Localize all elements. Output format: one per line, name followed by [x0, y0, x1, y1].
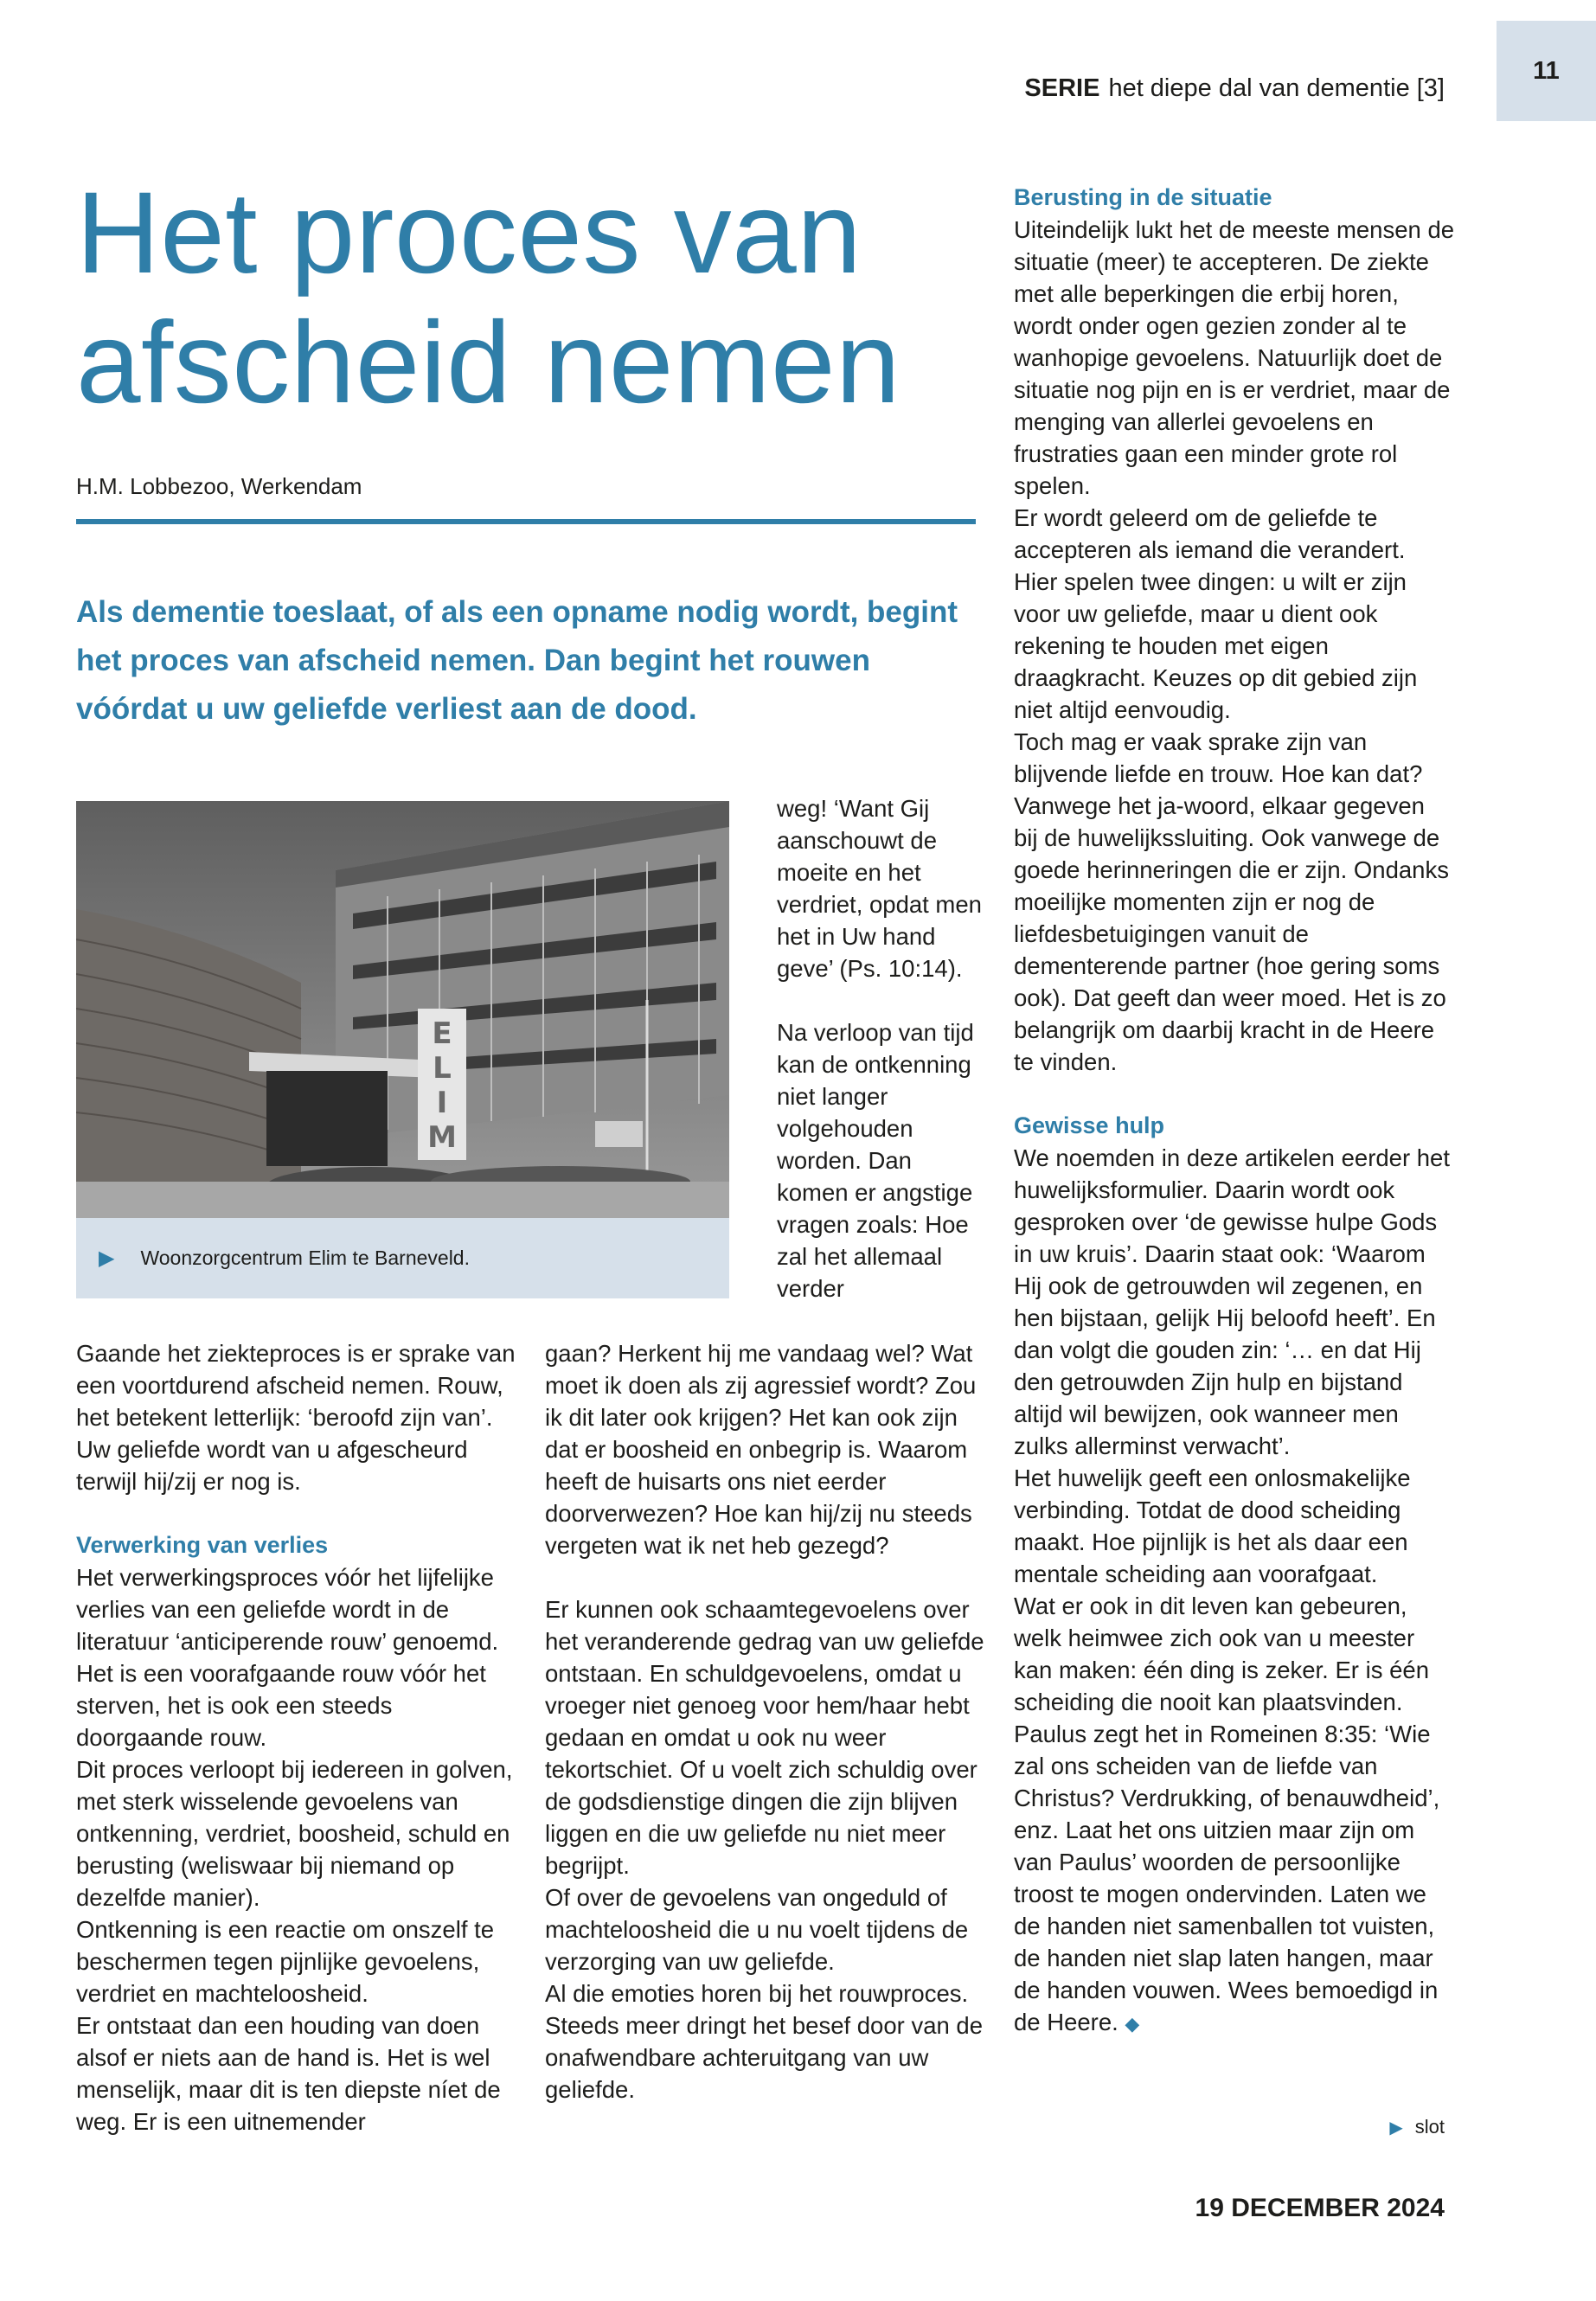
paragraph: We noemden in deze artikelen eerder het huwelijksformulier. Daarin wordt ook gesproken over ‘de gewisse hulpe Gods in uw kruis’. Daarin staat ook: ‘Waarom Hij ook de getrouwden wil zegenen, en hen bijstaan, gelijk Hij beloofd heeft’. En dan volgt die gouden zin: ‘… en dat Hij den getrouwden Zijn hulp en bijstand altijd wil bewijzen, ook wanneer men zulks allerminst verwacht’.: [1014, 1144, 1450, 1459]
paragraph: Ontkenning is een reactie om onszelf te beschermen tegen pijnlijke gevoelens, verdriet en machteloosheid.: [76, 1916, 495, 2007]
article-author: H.M. Lobbezoo, Werkendam: [76, 473, 362, 499]
paragraph: Uiteindelijk lukt het de meeste mensen de situatie (meer) te accepteren. De ziekte met alle beperkingen die erbij horen, wordt onder ogen gezien zonder al te wanhopige gevoelens. Natuurlijk doet de situatie nog pijn en is er verdriet, maar de menging van allerlei gevoelens en frustraties gaan een minder grote rol spelen.: [1014, 216, 1455, 499]
sign-letter-4: M: [427, 1120, 457, 1155]
slot-marker: [1389, 2116, 1445, 2138]
page-number: 11: [1497, 21, 1596, 121]
paragraph-final: [1014, 1590, 1455, 2040]
paragraph: Gaande het ziekteproces is er sprake van een voortdurend afscheid nemen. Rouw, het betekent letterlijk: ‘beroofd zijn van’. Uw geliefde wordt van u afgescheurd terwijl hij/zij er nog is.: [76, 1340, 516, 1495]
caption-arrow-icon: ▶: [99, 1247, 115, 1270]
paragraph: Na verloop van tijd kan de ontkenning niet langer volgehouden worden. Dan komen er angstige vragen zoals: Hoe zal het allemaal verder: [777, 1019, 974, 1302]
series-title: het diepe dal van dementie [3]: [1108, 74, 1445, 102]
paragraph: Er wordt geleerd om de geliefde te accepteren als iemand die verandert. Hier spelen twee dingen: u wilt er zijn voor uw geliefde, maar u dient ook rekening te houden met eigen draagkracht. Keuzes op dit gebied zijn niet altijd eenvoudig.: [1014, 504, 1418, 723]
paragraph: Of over de gevoelens van ongeduld of machteloosheid die u nu voelt tijdens de verzorging van uw geliefde.: [545, 1884, 969, 1975]
paragraph: Toch mag er vaak sprake zijn van blijvende liefde en trouw. Hoe kan dat? Vanwege het ja-woord, elkaar gegeven bij de huwelijkssluiting. Ook vanwege de goede herinneringen die er zijn. Ondanks moeilijke momenten zijn er nog de liefdesbetuigingen vanuit de dementerende partner (hoe gering soms ook). Dat geeft dan weer moed. Het is zo belangrijk om daarbij kracht in de Heere te vinden.: [1014, 728, 1449, 1075]
photo-caption: [99, 1246, 470, 1271]
paragraph: weg! ‘Want Gij aanschouwt de moeite en het verdriet, opdat men het in Uw hand geve’ (Ps. 10:14).: [777, 795, 982, 982]
final-text: Wat er ook in dit leven kan gebeuren, welk heimwee zich ook van u meester kan maken: één ding is zeker. Er is één scheiding die nooit kan plaatsvinden. Paulus zegt het in Romeinen 8:35: ‘Wie zal ons scheiden van de liefde van Christus? Verdrukking, of benauwdheid’, enz. Laat het ons uitzien maar zijn om van Paulus’ woorden de persoonlijke troost te mogen ondervinden. Laten we de handen niet samenballen tot vuisten, de handen niet slap laten hangen, maar de handen vouwen. Wees bemoedigd in de Heere.: [1014, 1593, 1440, 2035]
article-title: Het proces van afscheid nemen: [76, 169, 901, 427]
paragraph: Er kunnen ook schaamtegevoelens over het veranderende gedrag van uw geliefde ontstaan. En schuldgevoelens, omdat u vroeger niet genoeg voor hem/haar hebt gedaan en omdat u ook nu weer tekortschiet. Of u voelt zich schuldig over de godsdienstige dingen die zijn blijven liggen en die uw geliefde nu niet meer begrijpt.: [545, 1596, 984, 1879]
column-3: [1014, 182, 1455, 2040]
caption-text: Woonzorgcentrum Elim te Barneveld.: [140, 1247, 470, 1269]
title-rule: [76, 519, 976, 524]
issue-date: 19 DECEMBER 2024: [1195, 2194, 1445, 2222]
slot-label: slot: [1414, 2116, 1445, 2138]
sign-letter-1: E: [432, 1016, 452, 1051]
subheading-berusting: Berusting in de situatie: [1014, 184, 1272, 210]
paragraph: Dit proces verloopt bij iedereen in golven, met sterk wisselende gevoelens van ontkenning, verdriet, boosheid, schuld en berusting (weliswaar bij niemand op dezelfde manier).: [76, 1756, 513, 1911]
building-photo: [76, 801, 729, 1218]
photo-figure: [76, 801, 729, 1298]
series-header: [1024, 74, 1445, 103]
column-2: [545, 1337, 986, 2106]
subheading-verwerking: Verwerking van verlies: [76, 1532, 329, 1558]
paragraph: Er ontstaat dan een houding van doen alsof er niets aan de hand is. Het is wel menselijk, maar dit is ten diepste níet de weg. Er is een uitnemender: [76, 2012, 501, 2135]
paragraph: Het verwerkingsproces vóór het lijfelijke verlies van een geliefde wordt in de literatuur ‘anticiperende rouw’ genoemd. Het is een voorafgaande rouw vóór het sterven, het is ook een steeds doorgaande rouw.: [76, 1564, 499, 1751]
slot-arrow-icon: ▶: [1389, 2118, 1403, 2138]
paragraph: Het huwelijk geeft een onlosmakelijke verbinding. Totdat de dood scheiding maakt. Hoe pijnlijk is het als daar een mentale scheiding aan voorafgaat.: [1014, 1465, 1411, 1587]
article-intro: Als dementie toeslaat, of als een opname nodig wordt, begint het proces van afscheid nemen. Dan begint het rouwen vóórdat u uw geliefde verliest aan de dood.: [76, 595, 958, 726]
column-2-top: [777, 792, 984, 1304]
sign-letter-3: I: [436, 1086, 448, 1120]
column-1: [76, 1337, 517, 2138]
end-diamond-icon: ◆: [1125, 2013, 1140, 2035]
subheading-gewisse-hulp: Gewisse hulp: [1014, 1112, 1165, 1138]
sign-letter-2: L: [433, 1051, 452, 1086]
series-label: SERIE: [1024, 74, 1100, 102]
paragraph: gaan? Herkent hij me vandaag wel? Wat moet ik doen als zij agressief wordt? Zou ik dit later ook krijgen? Het kan ook zijn dat er boosheid en onbegrip is. Waarom heeft de huisarts ons niet eerder doorverwezen? Hoe kan hij/zij nu steeds vergeten wat ik net heb gezegd?: [545, 1340, 977, 1559]
paragraph: Al die emoties horen bij het rouwproces. Steeds meer dringt het besef door van de onafwendbare achteruitgang van uw geliefde.: [545, 1980, 984, 2103]
